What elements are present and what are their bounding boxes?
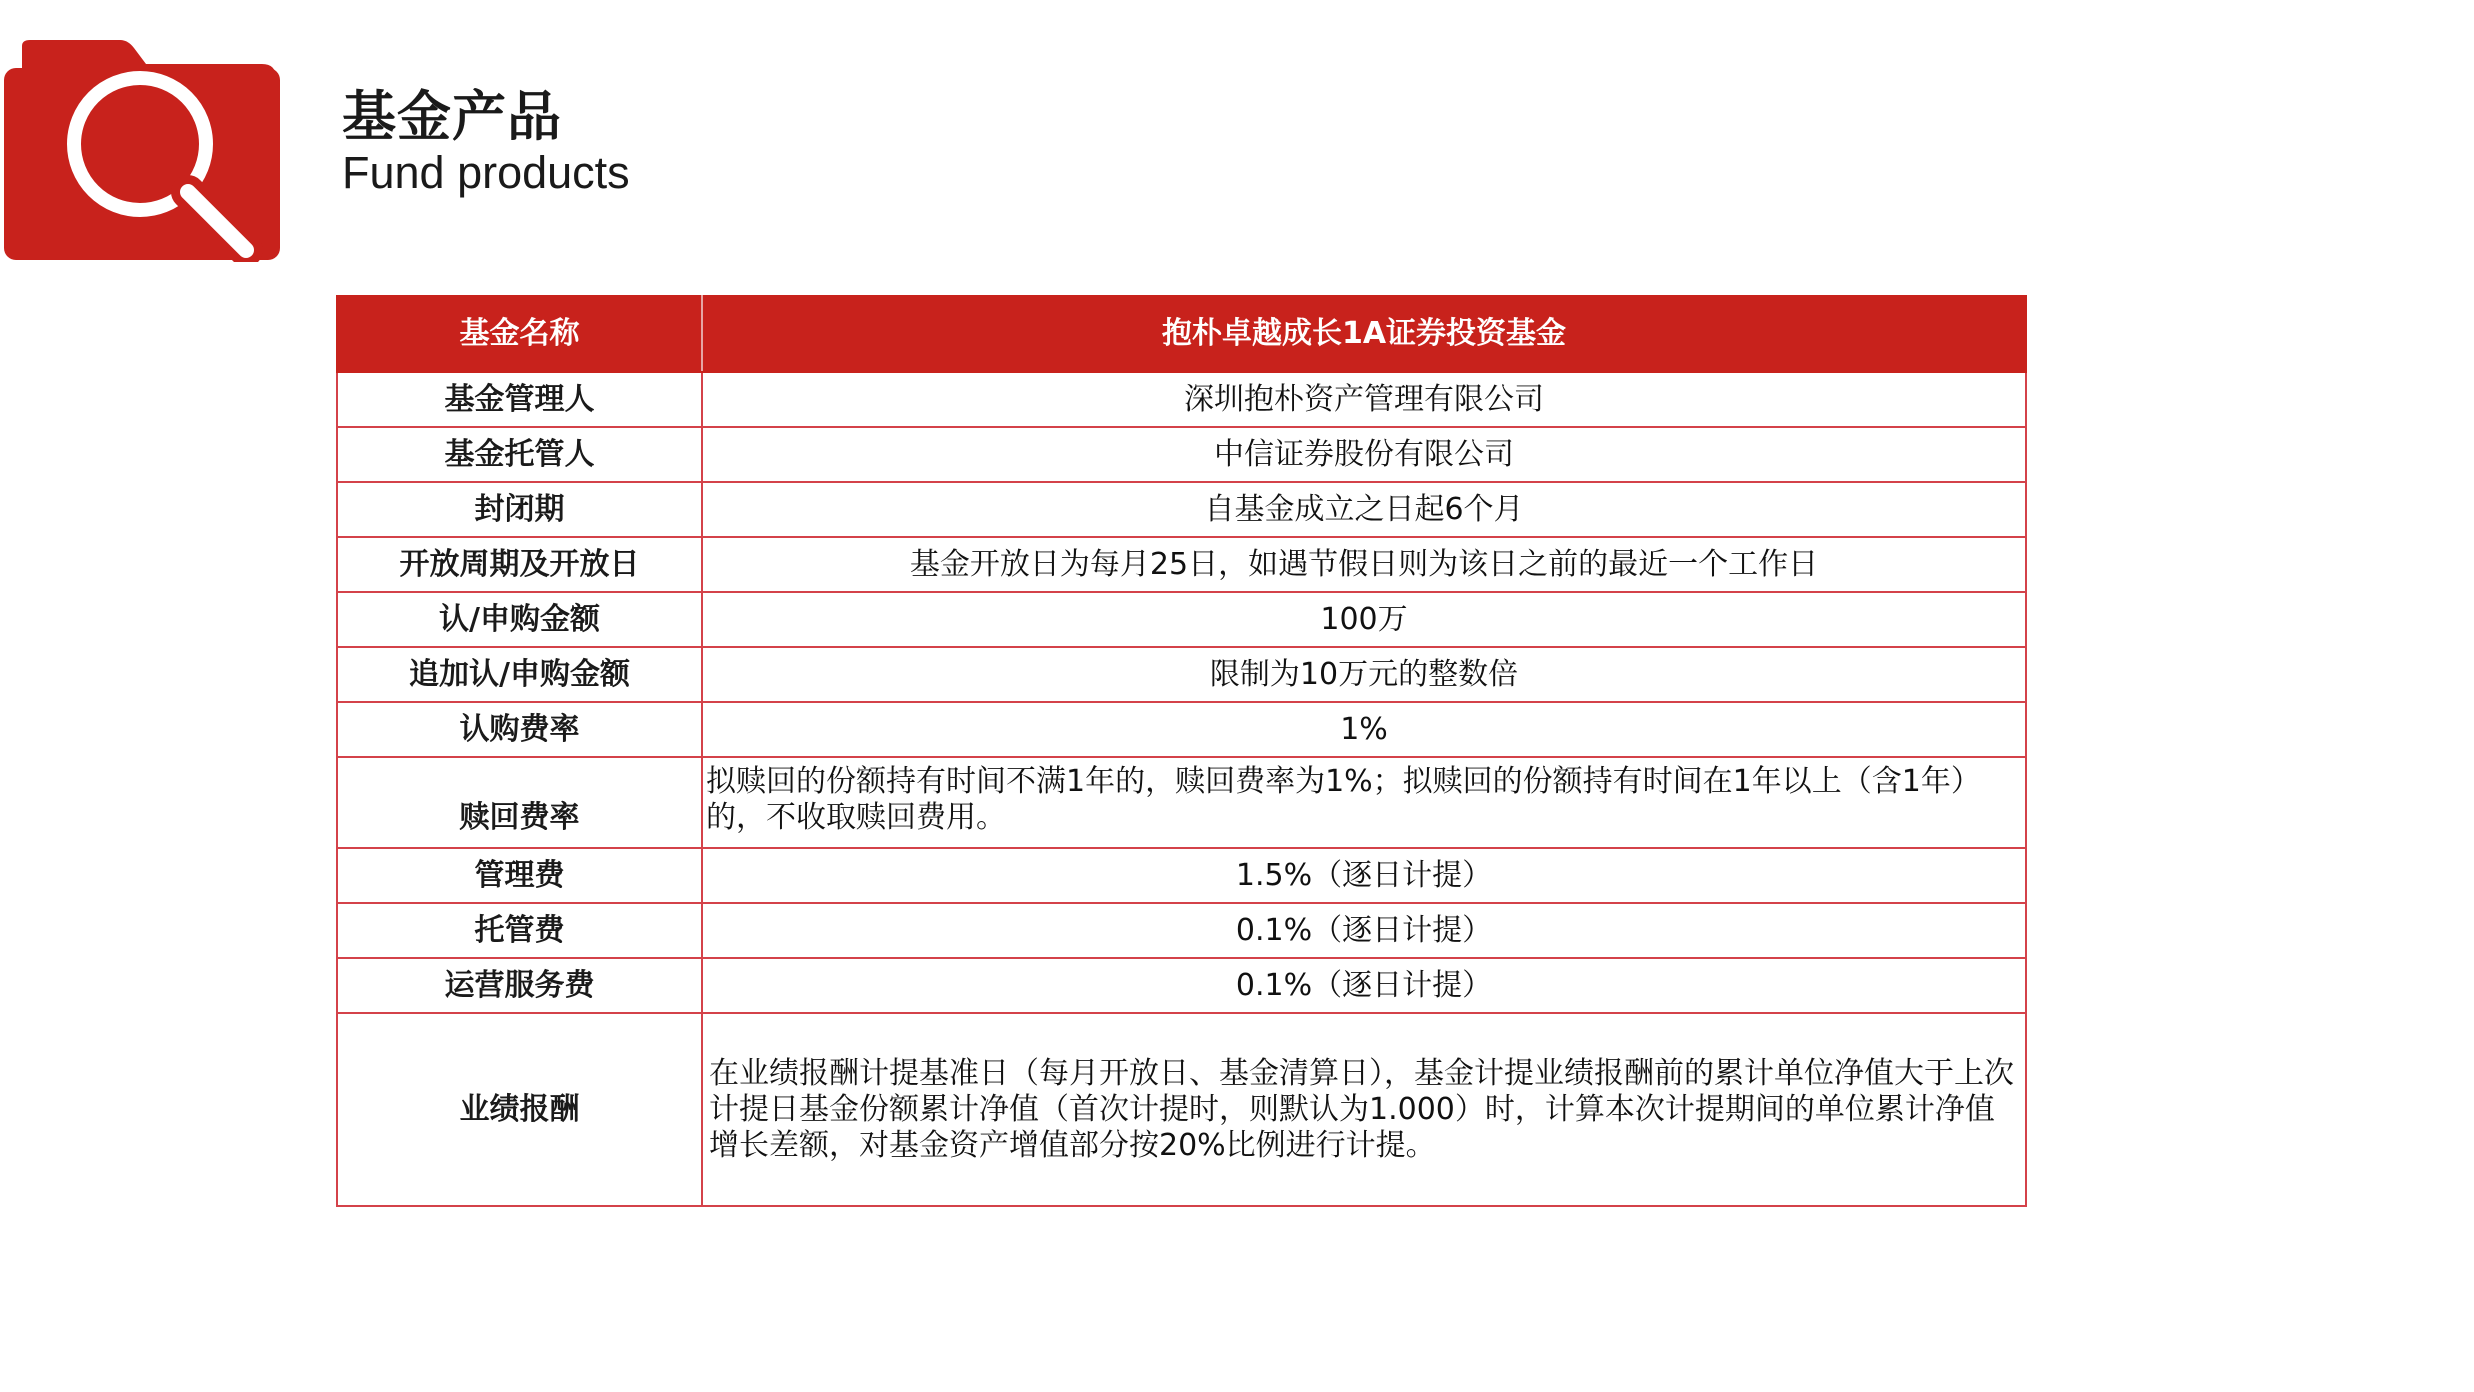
row-label: 业绩报酬 <box>337 1013 702 1206</box>
row-label: 管理费 <box>337 848 702 903</box>
page-title: 基金产品 <box>342 85 562 148</box>
table-header-row <box>337 296 2026 372</box>
table-row <box>337 903 2026 958</box>
row-value: 0.1%（逐日计提） <box>702 903 2026 958</box>
row-value: 深圳抱朴资产管理有限公司 <box>702 372 2026 427</box>
row-label: 开放周期及开放日 <box>337 537 702 592</box>
row-value: 100万 <box>702 592 2026 647</box>
page-header <box>342 86 630 198</box>
row-value: 中信证券股份有限公司 <box>702 427 2026 482</box>
row-label: 基金管理人 <box>337 372 702 427</box>
row-value: 限制为10万元的整数倍 <box>702 647 2026 702</box>
fund-info-table <box>336 295 2027 1207</box>
header-value: 抱朴卓越成长1A证券投资基金 <box>702 296 2026 372</box>
row-label: 托管费 <box>337 903 702 958</box>
row-value: 0.1%（逐日计提） <box>702 958 2026 1013</box>
header-label: 基金名称 <box>337 296 702 372</box>
table-row <box>337 427 2026 482</box>
row-label: 认/申购金额 <box>337 592 702 647</box>
page-subtitle: Fund products <box>342 147 630 198</box>
table-row <box>337 537 2026 592</box>
table-row <box>337 848 2026 903</box>
row-label: 认购费率 <box>337 702 702 757</box>
folder-search-icon <box>0 40 282 262</box>
table-row <box>337 1013 2026 1206</box>
row-value: 1.5%（逐日计提） <box>702 848 2026 903</box>
row-value: 在业绩报酬计提基准日（每月开放日、基金清算日），基金计提业绩报酬前的累计单位净值大于上次计提日基金份额累计净值（首次计提时，则默认为1.000）时，计算本次计提期间的单位累计净值增长差额，对基金资产增值部分按20%比例进行计提。 <box>702 1013 2026 1206</box>
row-value: 1% <box>702 702 2026 757</box>
table-row <box>337 958 2026 1013</box>
table-row <box>337 372 2026 427</box>
row-value: 基金开放日为每月25日，如遇节假日则为该日之前的最近一个工作日 <box>702 537 2026 592</box>
row-value: 自基金成立之日起6个月 <box>702 482 2026 537</box>
table-row <box>337 757 2026 848</box>
row-label: 运营服务费 <box>337 958 702 1013</box>
table-row <box>337 482 2026 537</box>
row-label: 基金托管人 <box>337 427 702 482</box>
table-row <box>337 592 2026 647</box>
row-label: 追加认/申购金额 <box>337 647 702 702</box>
row-label: 赎回费率 <box>337 757 702 848</box>
table-row <box>337 702 2026 757</box>
row-label: 封闭期 <box>337 482 702 537</box>
table-row <box>337 647 2026 702</box>
row-value: 拟赎回的份额持有时间不满1年的，赎回费率为1%；拟赎回的份额持有时间在1年以上（含1年）的，不收取赎回费用。 <box>702 757 2026 848</box>
